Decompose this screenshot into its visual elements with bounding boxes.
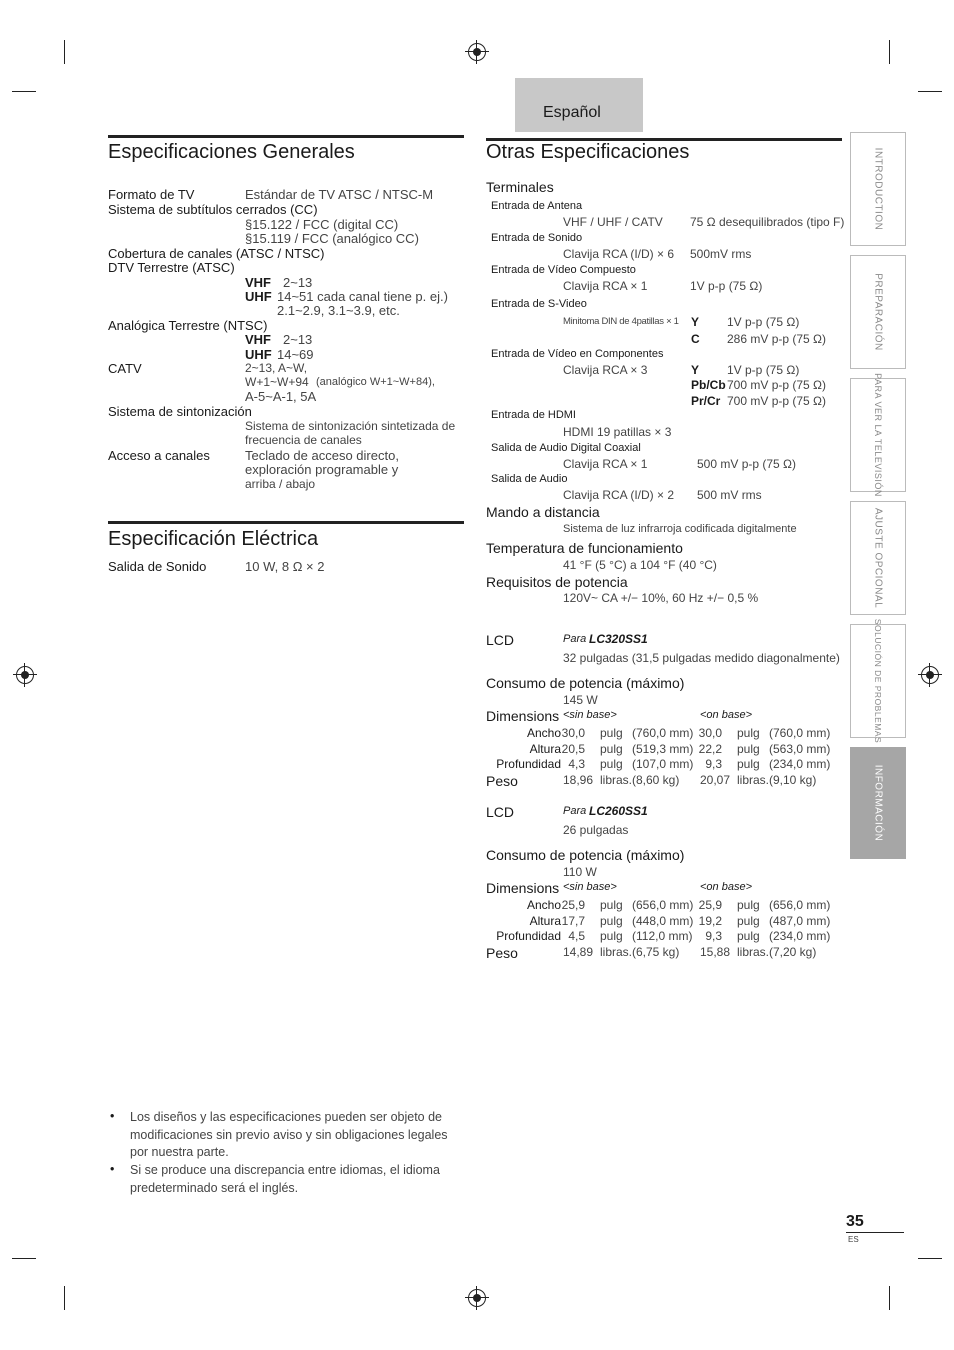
spec-value: A-5~A-1, 5A xyxy=(245,389,317,404)
band-label: VHF xyxy=(245,332,271,347)
weight-unit: libras. xyxy=(600,945,633,959)
spec-label: Cobertura de canales (ATSC / NTSC) xyxy=(108,246,325,261)
dim-mm: (448,0 mm) xyxy=(632,914,694,928)
spec-value: 41 °F (5 °C) a 104 °F (40 °C) xyxy=(563,558,717,572)
side-tab-preparacion[interactable]: PREPARACIÓN xyxy=(850,255,906,369)
spec-label: Entrada de HDMI xyxy=(491,409,576,421)
crop-mark xyxy=(12,1258,36,1259)
crop-mark xyxy=(889,1286,890,1310)
weight-unit: libras. xyxy=(600,773,633,787)
spec-value: 700 mV p-p (75 Ω) xyxy=(727,394,827,408)
dim-value: 30,0 xyxy=(561,726,585,740)
spec-value: 500 mV p-p (75 Ω) xyxy=(697,457,797,471)
spec-value: 700 mV p-p (75 Ω) xyxy=(727,378,827,392)
crop-mark xyxy=(12,91,36,92)
spec-value: 10 W, 8 Ω × 2 xyxy=(245,559,325,574)
note-text: Si se produce una discrepancia entre idiomas, el idioma predeterminado será el inglés. xyxy=(130,1163,440,1195)
spec-value: Teclado de acceso directo, xyxy=(245,448,399,463)
dim-value: 19,2 xyxy=(698,914,722,928)
dim-mm: (760,0 mm) xyxy=(769,726,831,740)
spec-value: 32 pulgadas (31,5 pulgadas medido diagonalmente) xyxy=(563,651,840,665)
side-tab-ajuste[interactable]: AJUSTE OPCIONAL xyxy=(850,501,906,615)
crop-mark xyxy=(889,40,890,64)
crop-mark xyxy=(64,40,65,64)
spec-value: exploración programable y xyxy=(245,462,399,477)
general-title: Especificaciones Generales xyxy=(108,141,355,163)
spec-value: VHF / UHF / CATV xyxy=(563,215,663,229)
weight-value: 18,96 xyxy=(563,773,594,787)
weight-kg: (8,60 kg) xyxy=(632,773,680,787)
spec-value: Minitoma DIN de 4patillas × 1 xyxy=(563,316,679,327)
spec-value: Clavija RCA × 1 xyxy=(563,279,648,293)
spec-value: Sistema de sintonización sintetizada de xyxy=(245,419,456,433)
spec-value: 75 Ω desequilibrados (tipo F) xyxy=(690,215,845,229)
registration-mark-icon xyxy=(468,43,486,61)
dim-value: 4,3 xyxy=(568,757,585,771)
dim-value: 30,0 xyxy=(698,726,722,740)
group-heading: Mando a distancia xyxy=(486,504,600,520)
otras-title: Otras Especificaciones xyxy=(486,141,690,163)
spec-label: Entrada de Vídeo en Componentes xyxy=(491,348,664,360)
spec-value: 500mV rms xyxy=(690,247,752,261)
group-heading: Temperatura de funcionamiento xyxy=(486,540,683,556)
spec-value: §15.122 / FCC (digital CC) xyxy=(245,217,399,232)
dim-unit: pulg xyxy=(737,726,760,740)
spec-label: Salida de Audio Digital Coaxial xyxy=(491,442,641,454)
spec-label: Salida de Sonido xyxy=(108,559,207,574)
spec-value: 1V p-p (75 Ω) xyxy=(727,363,800,377)
spec-value: 26 pulgadas xyxy=(563,823,629,837)
weight-kg: (9,10 kg) xyxy=(769,773,817,787)
dim-label: Altura xyxy=(529,914,561,928)
signal-label: Y xyxy=(691,315,700,329)
spec-label: Entrada de Sonido xyxy=(491,232,583,244)
dim-mm: (487,0 mm) xyxy=(769,914,831,928)
spec-value: Clavija RCA (I/D) × 6 xyxy=(563,247,675,261)
spec-label: Entrada de Antena xyxy=(491,200,583,212)
spec-value: 286 mV p-p (75 Ω) xyxy=(727,332,827,346)
dim-mm: (107,0 mm) xyxy=(632,757,694,771)
spec-value: 110 W xyxy=(563,865,597,879)
group-heading: Peso xyxy=(486,945,518,961)
side-tab-informacion[interactable]: INFORMACIÓN xyxy=(850,747,906,859)
spec-label: CATV xyxy=(108,361,142,376)
weight-kg: (6,75 kg) xyxy=(632,945,680,959)
note-text: Los diseños y las especificaciones pueden ser objeto de modificaciones sin previo aviso y sin obligaciones legales por nuestra parte. xyxy=(130,1110,448,1159)
group-heading: Terminales xyxy=(486,179,554,195)
signal-label: Pr/Cr xyxy=(691,394,721,408)
para-label: Para xyxy=(563,633,587,645)
dim-value: 17,7 xyxy=(561,914,585,928)
spec-label: Sistema de subtítulos cerrados (CC) xyxy=(108,202,318,217)
signal-label: Pb/Cb xyxy=(691,378,726,392)
dim-value: 9,3 xyxy=(705,757,722,771)
dim-unit: pulg xyxy=(600,757,623,771)
spec-value: arriba / abajo xyxy=(245,477,316,491)
dim-mm: (563,0 mm) xyxy=(769,742,831,756)
weight-value: 20,07 xyxy=(700,773,731,787)
crop-mark xyxy=(918,1258,942,1259)
electrica-title: Especificación Eléctrica xyxy=(108,528,319,550)
model-name: LC260SS1 xyxy=(589,804,648,818)
band-label: VHF xyxy=(245,275,271,290)
page-language: ES xyxy=(848,1235,859,1244)
dim-mm: (656,0 mm) xyxy=(632,898,694,912)
group-heading: Dimensions xyxy=(486,880,560,896)
spec-value: 500 mV rms xyxy=(697,488,762,502)
group-heading: Requisitos de potencia xyxy=(486,574,628,590)
dim-unit: pulg xyxy=(737,898,760,912)
dim-unit: pulg xyxy=(737,929,760,943)
spec-value: HDMI 19 patillas × 3 xyxy=(563,425,672,439)
dim-mm: (760,0 mm) xyxy=(632,726,694,740)
dim-value: 9,3 xyxy=(705,929,722,943)
spec-value: frecuencia de canales xyxy=(245,433,362,447)
dim-unit: pulg xyxy=(600,742,623,756)
column-header: <sin base> xyxy=(563,881,617,893)
registration-mark-icon xyxy=(468,1289,486,1307)
dim-unit: pulg xyxy=(600,929,623,943)
spec-value: 2~13, A~W, xyxy=(245,361,308,375)
spec-value: 2~13 xyxy=(283,275,313,290)
dim-label: Profundidad xyxy=(496,929,561,943)
spec-value: W+1~W+94 xyxy=(245,375,309,389)
group-heading: Peso xyxy=(486,773,518,789)
spec-value: 1V p-p (75 Ω) xyxy=(690,279,763,293)
side-tab-introduction[interactable]: INTRODUCTION xyxy=(850,132,906,246)
spec-value: (analógico W+1~W+84), xyxy=(316,376,435,388)
weight-kg: (7,20 kg) xyxy=(769,945,817,959)
column-header: <on base> xyxy=(700,709,752,721)
registration-mark-icon xyxy=(921,666,939,684)
spec-value: 120V~ CA +/− 10%, 60 Hz +/− 0,5 % xyxy=(563,591,759,605)
spec-label: Sistema de sintonización xyxy=(108,404,252,419)
dim-unit: pulg xyxy=(600,898,623,912)
spec-label: Acceso a canales xyxy=(108,448,210,463)
dim-value: 25,9 xyxy=(698,898,722,912)
weight-unit: libras. xyxy=(737,773,770,787)
spec-label: Entrada de S-Video xyxy=(491,298,587,310)
spec-value: Sistema de luz infrarroja codificada digitalmente xyxy=(563,523,797,535)
dim-value: 4,5 xyxy=(568,929,585,943)
bullet-icon: • xyxy=(110,1162,115,1176)
model-name: LC320SS1 xyxy=(589,632,648,646)
side-tab-para-ver[interactable]: PARA VER LA TELEVISIÓN xyxy=(850,378,906,492)
para-label: Para xyxy=(563,805,587,817)
section-rule xyxy=(108,521,464,524)
group-heading: Consumo de potencia (máximo) xyxy=(486,675,685,691)
dim-label: Ancho xyxy=(526,726,561,740)
bullet-icon: • xyxy=(110,1109,115,1123)
dim-mm: (519,3 mm) xyxy=(632,742,694,756)
weight-unit: libras. xyxy=(737,945,770,959)
section-rule xyxy=(108,135,464,138)
side-tab-solucion[interactable]: SOLUCIÓN DE PROBLEMAS xyxy=(850,624,906,738)
dim-label: Profundidad xyxy=(496,757,561,771)
spec-value: Clavija RCA (I/D) × 2 xyxy=(563,488,675,502)
spec-value: 2~13 xyxy=(283,332,313,347)
spec-value: 14~51 cada canal tiene p. ej.) xyxy=(277,289,448,304)
weight-value: 14,89 xyxy=(563,945,594,959)
dim-mm: (234,0 mm) xyxy=(769,757,831,771)
spec-value: 2.1~2.9, 3.1~3.9, etc. xyxy=(277,303,400,318)
spec-value: 1V p-p (75 Ω) xyxy=(727,315,800,329)
dim-label: Ancho xyxy=(526,898,561,912)
crop-mark xyxy=(64,1286,65,1310)
dim-mm: (112,0 mm) xyxy=(632,929,693,943)
column-header: <on base> xyxy=(700,881,752,893)
spec-label: DTV Terrestre (ATSC) xyxy=(108,260,235,275)
lcd-label: LCD xyxy=(486,804,515,820)
spec-label: Formato de TV xyxy=(108,187,195,202)
spec-value: §15.119 / FCC (analógico CC) xyxy=(245,231,419,246)
group-heading: Consumo de potencia (máximo) xyxy=(486,847,685,863)
language-label: Español xyxy=(543,104,601,121)
dim-mm: (656,0 mm) xyxy=(769,898,831,912)
column-header: <sin base> xyxy=(563,709,617,721)
group-heading: Dimensions xyxy=(486,708,560,724)
signal-label: C xyxy=(691,332,700,346)
dim-value: 25,9 xyxy=(561,898,585,912)
spec-label: Entrada de Vídeo Compuesto xyxy=(491,264,636,276)
dim-label: Altura xyxy=(529,742,561,756)
dim-unit: pulg xyxy=(737,742,760,756)
spec-value: 14~69 xyxy=(277,347,314,362)
dim-mm: (234,0 mm) xyxy=(769,929,831,943)
dim-value: 20,5 xyxy=(561,742,585,756)
band-label: UHF xyxy=(245,289,272,304)
weight-value: 15,88 xyxy=(700,945,731,959)
spec-value: Clavija RCA × 1 xyxy=(563,457,648,471)
page-number-rule xyxy=(846,1232,904,1233)
dim-unit: pulg xyxy=(600,726,623,740)
spec-label: Salida de Audio xyxy=(491,473,568,485)
dim-unit: pulg xyxy=(737,914,760,928)
dim-unit: pulg xyxy=(737,757,760,771)
spec-value: Clavija RCA × 3 xyxy=(563,363,648,377)
signal-label: Y xyxy=(691,363,700,377)
crop-mark xyxy=(918,91,942,92)
band-label: UHF xyxy=(245,347,272,362)
page-number: 35 xyxy=(846,1213,864,1230)
spec-value: Estándar de TV ATSC / NTSC-M xyxy=(245,187,434,202)
spec-value: 145 W xyxy=(563,693,598,707)
lcd-label: LCD xyxy=(486,632,515,648)
dim-value: 22,2 xyxy=(698,742,722,756)
spec-label: Analógica Terrestre (NTSC) xyxy=(108,318,268,333)
dim-unit: pulg xyxy=(600,914,623,928)
registration-mark-icon xyxy=(16,666,34,684)
